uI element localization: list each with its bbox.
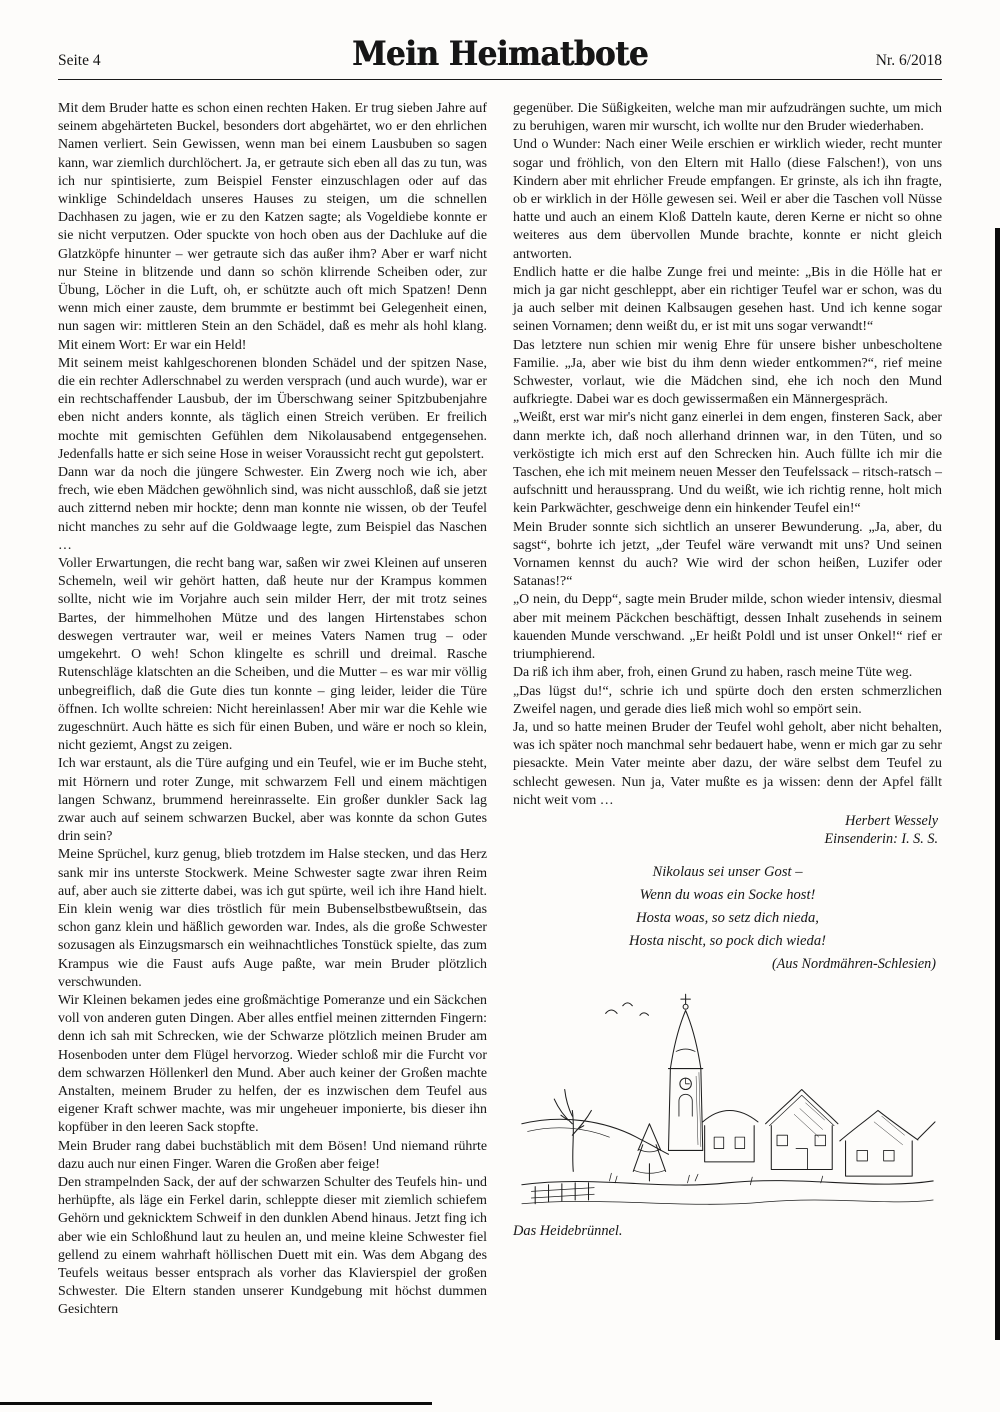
paragraph: Voller Erwartungen, die recht bang war, saßen wir zwei Kleinen auf unseren Schemeln, weil wir gehört hatten, daß heute nur der Krampus kommen sollte, nicht wie im Vorjahre auch sein milder Herr, der mit trotz seines Bartes, der himmelhohen Mütze und des langen Hirtenstabes schon deswegen vertrauter war, weil er meines Vaters Namen trug – oder umgekehrt. O weh! Schon klingelte es schrill und dreimal. Rasche Rutenschläge klatschten an die Scheiben, und die Mutter – es war mir völlig unbegreiflich, daß die Gute dies tun konnte – ging leider, leider die Türe öffnen. Ich wollte schreien: Nicht hereinlassen! Aber mir war die Kehle wie zugeschnürt. Auch hätte es sich für einen Buben, und wäre er noch so klein, nicht geziemt, Angst zu zeigen. xyxy=(58,556,487,754)
poem-line: Nikolaus sei unser Gost – xyxy=(652,863,803,880)
poem-source: (Aus Nordmähren-Schlesien) xyxy=(771,955,936,972)
paragraph: Das letztere nun schien mir wenig Ehre für unsere bisher unbescholtene Familie. „Ja, aber wie bist du ihm denn wieder entkommen?“, rief meine Schwester, vorlaut, wie die Mädchen sind, ehe ich noch den Mund aufkriegte. Dabei war es doch gewissermaßen ein Männergespräch. xyxy=(513,337,942,408)
paragraph: Ja, und so hatte meinen Bruder der Teufel wohl geholt, aber nicht behalten, was ich später noch manchmal sehr bedauert habe, wenn er mich gar zu sehr piesackte. Mein Vater meinte aber dazu, der wäre selbst dem Teufel zu schlecht gewesen. Nun ja, Vater mußte es ja wissen: denn der Apfel fällt nicht weit vom … xyxy=(513,719,942,808)
paragraph: Meine Sprüchel, kurz genug, blieb trotzdem im Halse stecken, und das Herz sank mir ins unterste Stockwerk. Meine Schwester sagte zwar ihren Reim auf, aber auch sie zitterte dabei, was ich gut spürte, weil ich ihre Hand hielt. Ein klein wenig war dies tröstlich für mein Bubenselbstbewußtsein, das schon ganz klein und häßlich geworden war. Indes, als die große Schwester sozusagen als Einzugsmarsch ein weihnachtliches Tonstück spielte, das zum Krampus wie die Faust aufs Auge paßte, war mein Bruder plötzlich verschwunden. xyxy=(58,847,487,990)
poem xyxy=(513,861,942,975)
page-number: Seite 4 xyxy=(58,52,101,69)
scan-artifact-bottom-edge xyxy=(0,1402,432,1405)
paragraph: Ich war erstaunt, als die Türe aufging und ein Teufel, wie er im Buche steht, mit Hörnern und roter Zunge, mit schwarzem Fell und einem mächtigen langen Schwanz, brummend hereinrasselte. Ein großer dunkler Sack lag zwar auch auf seinem schwarzen Buckel, aber was konnte da schon Gutes drin sein? xyxy=(58,756,487,845)
author-name: Herbert Wessely xyxy=(845,812,938,829)
paragraph: Und o Wunder: Nach einer Weile erschien er wirklich wieder, recht munter sogar und fröhlich, von den Eltern mit Hallo (diese Falschen!), von uns Kindern aber mit ehrlicher Freude empfangen. Er grinste, als ich ihn fragte, ob er wirklich in der Hölle gewesen sei. Weil er aber die Taschen voll Nüsse hatte und auch an einem Kloß Datteln kaute, deren Kerne er nicht so ohne weiteres aus dem übervollen Munde brachte, konnte er nicht gleich antworten. xyxy=(513,137,942,262)
right-column xyxy=(513,100,942,1320)
paragraph: „Das lügst du!“, schrie ich und spürte doch den ersten schmerzlichen Zweifel nagen, und gerade dies ließ mich wohl so empört sein. xyxy=(513,683,942,717)
paragraph: Dann war da noch die jüngere Schwester. Ein Zwerg noch wie ich, aber frech, wie eben Mädchen gewöhnlich sind, was nicht ausschloß, daß sie jetzt auch zitternd neben mir hockte; denn man konnte nie wissen, ob der Teufel nicht manches zu sehr auf die Goldwaage legte, zum Beispiel das Naschen … xyxy=(58,465,487,553)
sender-credit: Einsenderin: I. S. S. xyxy=(824,831,938,848)
article-body xyxy=(58,100,942,1320)
header-divider xyxy=(58,79,942,80)
paragraph: Da riß ich ihm aber, froh, einen Grund zu haben, rasch meine Tüte weg. xyxy=(513,665,913,681)
paragraph: Endlich hatte er die halbe Zunge frei und meinte: „Bis in die Hölle hat er mich ja gar nicht geschleppt, aber ein richtiger Teufel war er schon, was du ja auch selber mit deinen Kalbsaugen gesehen hast. Und ich kenne sogar seinen Vornamen; denn weißt du, er ist mit uns sogar verwandt!“ xyxy=(513,264,942,335)
signature-block xyxy=(513,812,942,849)
issue-number: Nr. 6/2018 xyxy=(875,52,942,69)
winter-village-drawing xyxy=(513,981,942,1219)
paragraph: Mein Bruder sonnte sich sichtlich an unserer Bewunderung. „Ja, aber, du sagst“, bohrte ich jetzt, „der Teufel wäre verwandt mit uns? Und seinen Vornamen kennst du auch? Wie wird der schon heißen, Luzifer oder Satanas!?“ xyxy=(513,519,942,590)
paragraph: Mit dem Bruder hatte es schon einen rechten Haken. Er trug sieben Jahre auf seinem abgehärteten Buckel, besonders dort abgehärtet, wo er den ehrlichen Namen verliert. Sein Gewissen, wenn man bei einem Lausbuben so sagen kann, war ziemlich durchlöchert. Ja, er getraute sich eben all das zu tun, was ich nur spintisierte, zum Beispiel Fenster einzuschlagen oder auf das winklige Schindeldach unseres Hauses zu steigen, um die schnellen Dachhasen zu jagen, wie er zu den Katzen sagte; als Vogeldiebe konnte er sie nicht verputzen. Oder spuckte von hoch oben aus der Dachluke auf die Glatzköpfe hinunter – wer getraute sich das außer ihm? Aber er warf nicht nur Steine in blitzende und dann so schön klirrende Scheiben oder, zur Übung, Löcher in die Luft, oh, er schützte auch oft mich Spatzen! Denn wenn mich einer zauste, dem brummte er bestimmt bei Gelegenheit einen, nun sagen wir: mittleren Stein an den Schädel, daß es mehr als hohl klang. Mit einem Wort: Er war ein Held! xyxy=(58,101,487,353)
illustration-caption: Das Heidebrünnel. xyxy=(513,1222,623,1239)
paragraph: gegenüber. Die Süßigkeiten, welche man mir aufzudrängen suchte, um mich zu beruhigen, waren mir wurscht, ich wollte nur den Bruder wiederhaben. xyxy=(513,101,942,135)
scan-artifact-right-edge xyxy=(995,228,1000,1340)
poem-line: Hosta woas, so setz dich nieda, xyxy=(636,909,819,926)
illustration xyxy=(513,981,942,1240)
paragraph: „O nein, du Depp“, sagte mein Bruder milde, schon wieder intensiv, diesmal aber mit meinem Päckchen beschäftigt, dessen Inhalt zusehends in seinem kauenden Munde verschwand. „Er heißt Poldl und ist unser Onkel!“ rief er triumphierend. xyxy=(513,592,942,663)
poem-line: Wenn du woas ein Socke host! xyxy=(639,886,816,903)
masthead-title: Mein Heimatbote xyxy=(351,34,649,74)
paragraph: Wir Kleinen bekamen jedes eine großmächtige Pomeranze und ein Säckchen voll von anderen guten Dingen. Aber alles entfiel meinen zitternden Fingern: denn ich sah mit Schrecken, wie der Schwarze plötzlich meinen Bruder am Hosenboden unter dem Flügel hervorzog. Wieder schloß mir die Furcht vor dem schwarzen Höllenkerl den Mund. Aber auch keiner der Großen machte Anstalten, meinem Bruder zu helfen, der es inzwischen dem Teufel aus eigener Kraft schwer machte, was mir ungeheuer imponierte, bis dieser ihn kopfüber in den leeren Sack stopfte. xyxy=(58,992,487,1136)
paragraph: „Weißt, erst war mir's nicht ganz einerlei in dem engen, finsteren Sack, aber dann merkte ich, daß noch allerhand drinnen war, in den Tüten, und so verköstigte ich mich erst auf den Schrecken hin. Auch füllte ich mir die Taschen, ehe ich mit meinem neuen Messer den Teufelssack – ritsch-ratsch – aufschnitt und heraussprang. Und du weißt, wie ich richtig renne, holt mich kein Parkwächter, geschweige denn ein hinkender Teufel ein!“ xyxy=(513,410,942,517)
left-column xyxy=(58,100,487,1320)
poem-line: Hosta nischt, so pock dich wieda! xyxy=(629,932,826,949)
paragraph: Den strampelnden Sack, der auf der schwarzen Schulter des Teufels hin- und herhüpfte, als läge ein Ferkel darin, schleppte dieser mit ziemlich schiefem Gehörn und geknicktem Schweif in den dunklen Abend hinaus. Jetzt fing ich aber wie ein Schloßhund laut zu heulen an, und meine kleine Schwester fiel gellend zu einem wahrhaft höllischen Duett mit ein. Was dem Abgang des Teufels weitaus besser entsprach als vorher das Klavierspiel der großen Schwester. Die Eltern standen unserer Kundgebung mit höchst dummen Gesichtern xyxy=(58,1174,487,1318)
paragraph: Mein Bruder rang dabei buchstäblich mit dem Bösen! Und niemand rührte dazu auch nur einen Finger. Waren die Großen aber feige! xyxy=(58,1138,487,1172)
paragraph: Mit seinem meist kahlgeschorenen blonden Schädel und der spitzen Nase, die ein rechter Adlerschnabel zu werden versprach (und auch wurde), war er ein rechtschaffender Lausbub, der im Überschwang seiner Spitzbubenjahre eben nicht anders konnte, als täglich einen Streich verüben. Er freilich mochte mit gemischten Gefühlen dem Nikolausabend entgegensehen. Jedenfalls hatte er sich seine Hose in weiser Voraussicht recht gut gepolstert. xyxy=(58,355,487,462)
page-header xyxy=(58,36,942,72)
